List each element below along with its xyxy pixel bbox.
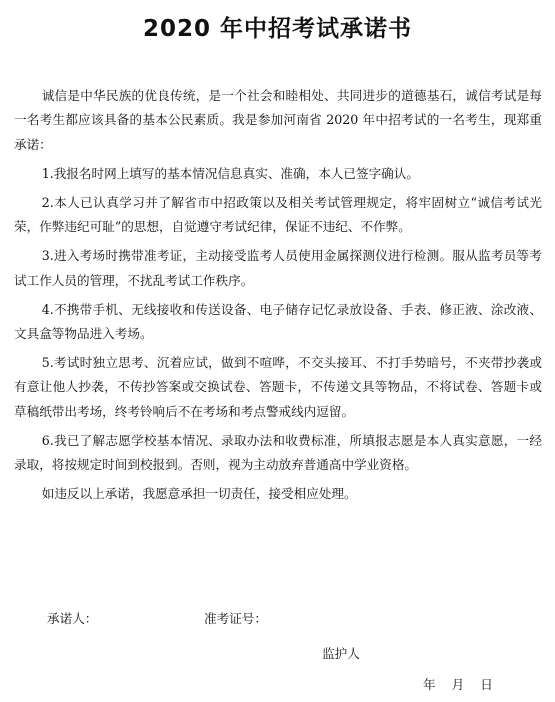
guardian-label: 监护人: [322, 646, 360, 661]
commitment-item-1: 1.我报名时网上填写的基本情况信息真实、准确，本人已签字确认。: [41, 165, 419, 181]
promisor-label: 承诺人：: [47, 611, 98, 626]
commitment-item-4: 4.不携带手机、无线接收和传送设备、电子储存记忆录放设备、手表、修正液、涂改液、文具盒等物品进入考场。: [14, 301, 542, 342]
date-label: 年 月 日: [423, 677, 493, 692]
document-title: 2020 年中招考试承诺书: [142, 16, 413, 42]
commitment-item-5: 5.考试时独立思考、沉着应试，做到不喧哗，不交头接耳、不打手势暗号，不夹带抄袭或有意让他人抄袭，不传抄答案或交换试卷、答题卡，不传递文具等物品，不将试卷、答题卡或草稿纸带出考场，终考铃响后不在考场和考点警戒线内逗留。: [14, 355, 542, 419]
commitment-item-3: 3.进入考场时携带准考证，主动接受监考人员使用金属探测仪进行检测。服从监考员等考试工作人员的管理，不扰乱考试工作秩序。: [14, 248, 542, 288]
document-body: [14, 84, 542, 511]
commitment-item-2: 2.本人已认真学习并了解省市中招政策以及相关考试管理规定，将牢固树立“诚信考试光荣，作弊违纪可耻”的思想，自觉遵守考试纪律，保证不违纪、不作弊。: [14, 194, 542, 235]
intro-paragraph: 诚信是中华民族的优良传统，是一个社会和睦相处、共同进步的道德基石，诚信考试是每一名考生都应该具备的基本公民素质。我是参加河南省 2020 年中招考试的一名考生，现郑重承诺：: [14, 88, 542, 152]
commitment-item-6: 6.我已了解志愿学校基本情况、录取办法和收费标准，所填报志愿是本人真实意愿，一经录取，将按规定时间到校报到。否则，视为主动放弃普通高中学业资格。: [14, 432, 542, 473]
closing-paragraph: 如违反以上承诺，我愿意承担一切责任，接受相应处理。: [41, 486, 357, 502]
exam-number-label: 准考证号：: [204, 611, 267, 626]
